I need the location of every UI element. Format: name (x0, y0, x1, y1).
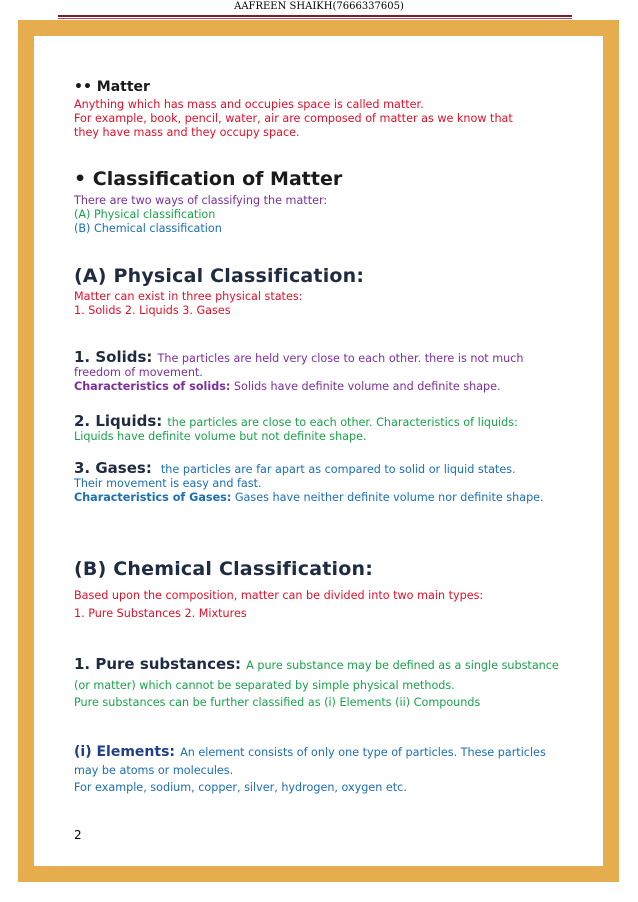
solids-characteristics-text: Solids have definite volume and definite shape. (233, 380, 501, 393)
chemical-line-2: 1. Pure Substances 2. Mixtures (74, 607, 247, 620)
pure-substances-text-2: (or matter) which cannot be separated by simple physical methods. (74, 679, 455, 692)
matter-line-3: they have mass and they occupy space. (74, 126, 300, 139)
matter-line-1: Anything which has mass and occupies space is called matter. (74, 98, 424, 111)
liquids-heading: 2. Liquids: (74, 412, 163, 430)
physical-line-2: 1. Solids 2. Liquids 3. Gases (74, 304, 231, 317)
physical-line-1: Matter can exist in three physical states: (74, 290, 303, 303)
gases-paragraph (74, 458, 516, 478)
gases-characteristics-text: Gases have neither definite volume nor definite shape. (234, 491, 544, 504)
elements-text-1: An element consists of only one type of particles. These particles (180, 746, 546, 759)
classification-intro: There are two ways of classifying the matter: (74, 194, 328, 207)
page-number: 2 (74, 828, 82, 842)
page-header: AAFREEN SHAIKH(7666337605) (234, 1, 404, 12)
header-rule (58, 15, 572, 17)
pure-substances-heading: 1. Pure substances: (74, 655, 242, 673)
solids-text-2: freedom of movement. (74, 366, 203, 379)
solids-paragraph (74, 347, 523, 367)
liquids-text-2: Liquids have definite volume but not definite shape. (74, 430, 367, 443)
matter-line-2: For example, book, pencil, water, air are composed of matter as we know that (74, 112, 513, 125)
pure-substances-text-1: A pure substance may be defined as a single substance (246, 659, 559, 672)
liquids-paragraph (74, 411, 518, 431)
gases-heading: 3. Gases: (74, 459, 152, 477)
gases-characteristics (74, 491, 544, 506)
gases-text-2: Their movement is easy and fast. (74, 477, 262, 490)
classification-item-a: (A) Physical classification (74, 208, 216, 221)
gases-characteristics-label: Characteristics of Gases: (74, 491, 232, 504)
elements-text-2: may be atoms or molecules. (74, 764, 234, 777)
chemical-classification-heading: (B) Chemical Classification: (74, 558, 373, 580)
solids-text-1: The particles are held very close to each other. there is not much (157, 352, 524, 365)
liquids-text-1: the particles are close to each other. Characteristics of liquids: (167, 416, 518, 429)
chemical-line-1: Based upon the composition, matter can be divided into two main types: (74, 589, 484, 602)
matter-heading: •• Matter (74, 79, 150, 95)
pure-substances-paragraph (74, 654, 559, 674)
classification-item-b: (B) Chemical classification (74, 222, 222, 235)
elements-heading: (i) Elements: (74, 744, 176, 760)
solids-heading: 1. Solids: (74, 348, 153, 366)
solids-characteristics-label: Characteristics of solids: (74, 380, 231, 393)
solids-characteristics (74, 380, 501, 395)
pure-substances-text-3: Pure substances can be further classified as (i) Elements (ii) Compounds (74, 696, 481, 709)
elements-text-3: For example, sodium, copper, silver, hydrogen, oxygen etc. (74, 781, 407, 794)
gases-text-1: the particles are far apart as compared to solid or liquid states. (160, 463, 516, 476)
elements-paragraph (74, 741, 546, 761)
physical-classification-heading: (A) Physical Classification: (74, 265, 365, 287)
classification-heading: • Classification of Matter (74, 168, 343, 190)
header-rule-thin (58, 18, 572, 19)
